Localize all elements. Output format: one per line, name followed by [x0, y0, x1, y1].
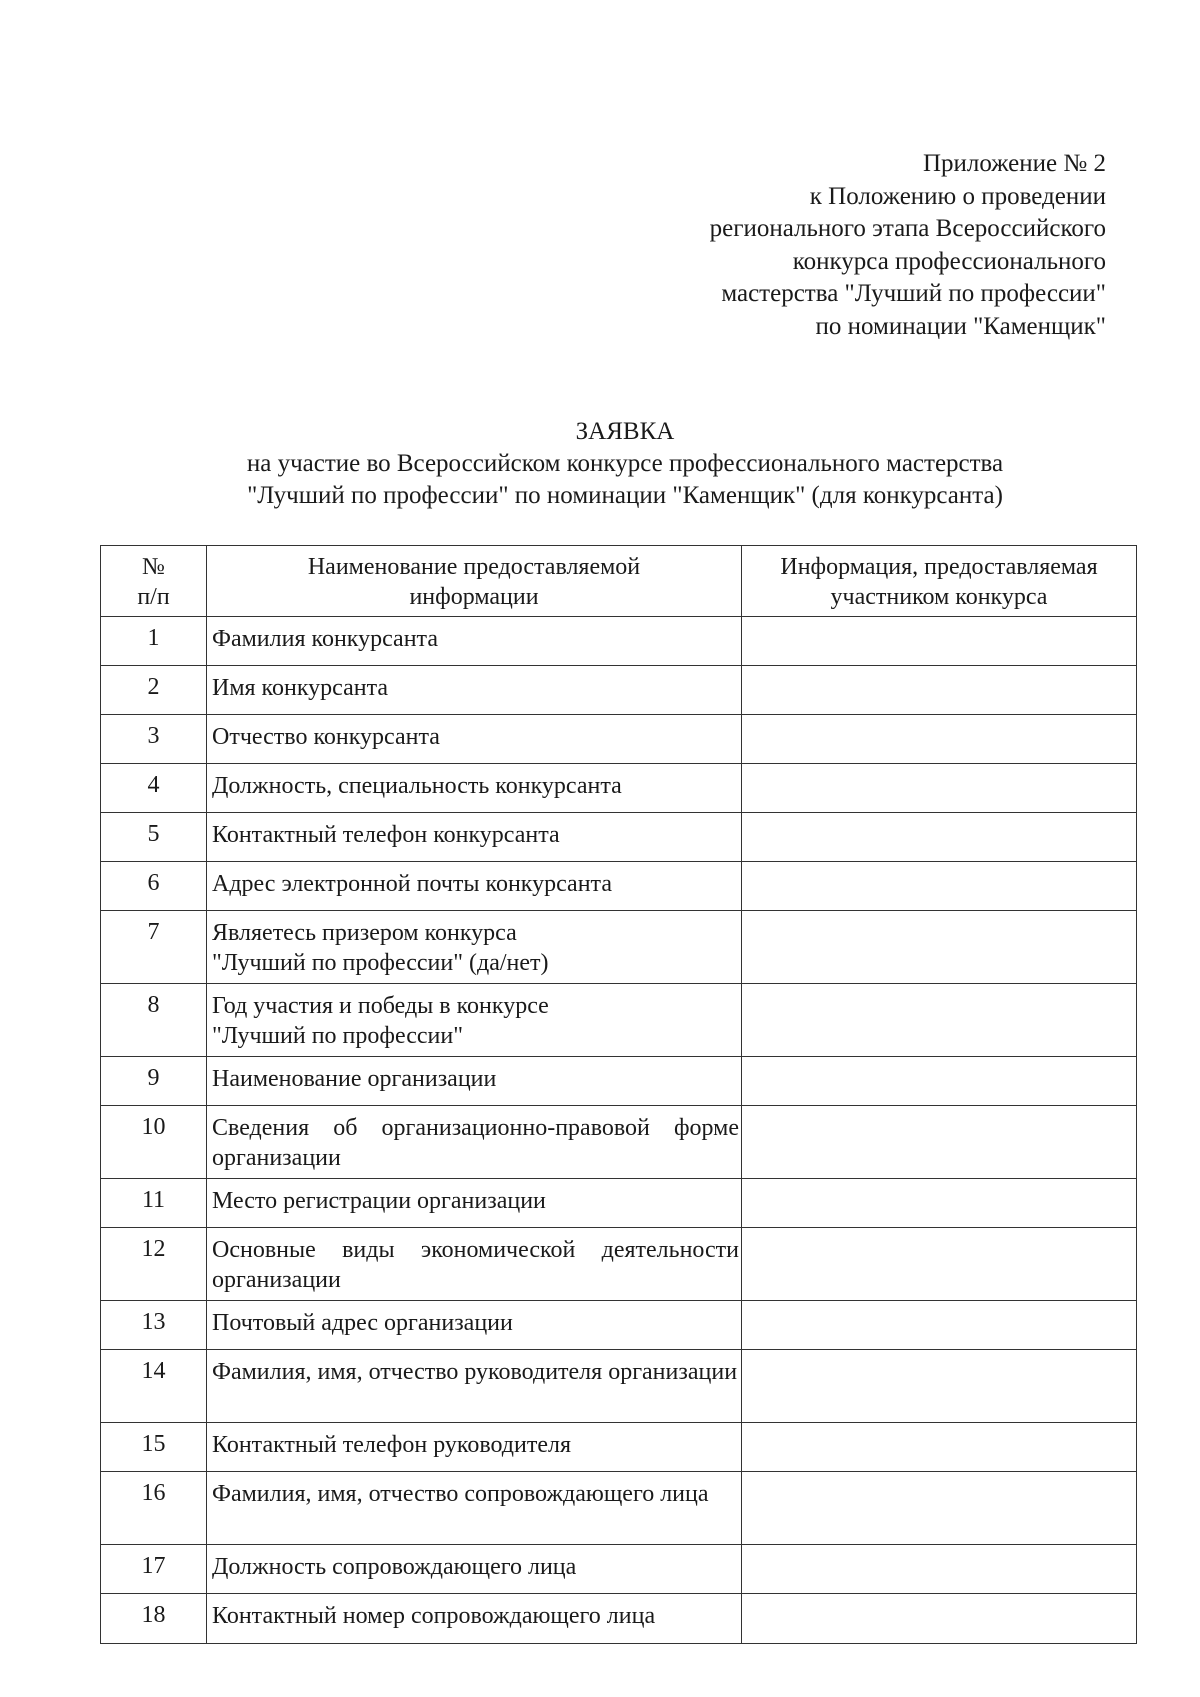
appendix-note — [710, 148, 1106, 343]
table-row — [101, 1228, 1137, 1301]
row-name: Фамилия конкурсанта — [207, 617, 742, 666]
row-name: Контактный телефон конкурсанта — [207, 813, 742, 862]
row-name-line: "Лучший по профессии" (да/нет) — [212, 950, 549, 976]
row-name-line: "Лучший по профессии" — [212, 1023, 463, 1049]
table-row — [101, 1545, 1137, 1594]
row-number: 11 — [101, 1179, 207, 1228]
row-number: 10 — [101, 1106, 207, 1179]
row-info-cell[interactable] — [742, 1179, 1137, 1228]
table-row — [101, 715, 1137, 764]
row-info-cell[interactable] — [742, 862, 1137, 911]
appendix-line: мастерства "Лучший по профессии" — [721, 280, 1106, 307]
header-name: Наименование предоставляемой информации — [207, 546, 742, 617]
header-number-line: п/п — [137, 584, 170, 610]
header-number-line: № — [142, 554, 165, 580]
table-row — [101, 1594, 1137, 1644]
application-table — [100, 545, 1137, 1644]
header-info: Информация, предоставляемая участником конкурса — [742, 546, 1137, 617]
row-info-cell[interactable] — [742, 1594, 1137, 1644]
row-number: 3 — [101, 715, 207, 764]
appendix-line: по номинации "Каменщик" — [815, 312, 1106, 340]
row-name-line: Являетесь призером конкурса — [212, 920, 517, 946]
table-row — [101, 911, 1137, 984]
row-info-cell[interactable] — [742, 911, 1137, 984]
row-info-cell[interactable] — [742, 1228, 1137, 1301]
row-info-cell[interactable] — [742, 813, 1137, 862]
row-info-cell[interactable] — [742, 1472, 1137, 1545]
table-row — [101, 1423, 1137, 1472]
row-name: Должность сопровождающего лица — [207, 1545, 742, 1594]
document-subtitle-line: "Лучший по профессии" по номинации "Каменщик" (для конкурсанта) — [247, 482, 1003, 509]
row-info-cell[interactable] — [742, 617, 1137, 666]
table-row — [101, 617, 1137, 666]
row-info-cell[interactable] — [742, 1423, 1137, 1472]
row-info-cell[interactable] — [742, 764, 1137, 813]
table-row — [101, 1472, 1137, 1545]
row-name: Сведения об организационно-правовой форме организации — [207, 1106, 742, 1179]
row-number: 14 — [101, 1350, 207, 1423]
table-row — [101, 984, 1137, 1057]
row-name: Должность, специальность конкурсанта — [207, 764, 742, 813]
appendix-line: регионального этапа Всероссийского — [709, 215, 1106, 242]
row-name: Место регистрации организации — [207, 1179, 742, 1228]
table-row — [101, 1179, 1137, 1228]
table-header-row — [101, 546, 1137, 617]
table-row — [101, 666, 1137, 715]
row-number: 2 — [101, 666, 207, 715]
row-name: Фамилия, имя, отчество руководителя организации — [207, 1350, 742, 1423]
table-row — [101, 764, 1137, 813]
document-subtitle-line: на участие во Всероссийском конкурсе профессионального мастерства — [246, 450, 1004, 477]
row-number: 13 — [101, 1301, 207, 1350]
row-info-cell[interactable] — [742, 984, 1137, 1057]
row-info-cell[interactable] — [742, 666, 1137, 715]
row-name: Фамилия, имя, отчество сопровождающего лица — [207, 1472, 742, 1545]
row-info-cell[interactable] — [742, 1350, 1137, 1423]
document-title: ЗАЯВКА — [575, 418, 675, 445]
row-name: Контактный номер сопровождающего лица — [207, 1594, 742, 1644]
row-number: 4 — [101, 764, 207, 813]
row-number: 1 — [101, 617, 207, 666]
table-row — [101, 1350, 1137, 1423]
table-row — [101, 862, 1137, 911]
row-name — [207, 984, 742, 1057]
row-info-cell[interactable] — [742, 1545, 1137, 1594]
table-row — [101, 1106, 1137, 1179]
row-name — [207, 911, 742, 984]
row-number: 6 — [101, 862, 207, 911]
row-name-line: Год участия и победы в конкурсе — [212, 993, 549, 1019]
header-number — [101, 546, 207, 617]
row-name: Контактный телефон руководителя — [207, 1423, 742, 1472]
row-name: Адрес электронной почты конкурсанта — [207, 862, 742, 911]
row-name: Отчество конкурсанта — [207, 715, 742, 764]
row-name: Почтовый адрес организации — [207, 1301, 742, 1350]
row-name: Наименование организации — [207, 1057, 742, 1106]
row-number: 8 — [101, 984, 207, 1057]
appendix-line: Приложение № 2 — [922, 150, 1106, 177]
row-info-cell[interactable] — [742, 1301, 1137, 1350]
row-name: Основные виды экономической деятельности организации — [207, 1228, 742, 1301]
row-info-cell[interactable] — [742, 1106, 1137, 1179]
row-number: 15 — [101, 1423, 207, 1472]
row-number: 9 — [101, 1057, 207, 1106]
table-row — [101, 813, 1137, 862]
row-number: 12 — [101, 1228, 207, 1301]
row-info-cell[interactable] — [742, 1057, 1137, 1106]
document-heading — [0, 416, 1200, 512]
row-number: 5 — [101, 813, 207, 862]
appendix-line: конкурса профессионального — [792, 247, 1106, 275]
appendix-line: к Положению о проведении — [809, 182, 1106, 210]
row-number: 7 — [101, 911, 207, 984]
table-row — [101, 1057, 1137, 1106]
row-info-cell[interactable] — [742, 715, 1137, 764]
row-number: 17 — [101, 1545, 207, 1594]
row-number: 18 — [101, 1594, 207, 1644]
table-row — [101, 1301, 1137, 1350]
row-name: Имя конкурсанта — [207, 666, 742, 715]
row-number: 16 — [101, 1472, 207, 1545]
